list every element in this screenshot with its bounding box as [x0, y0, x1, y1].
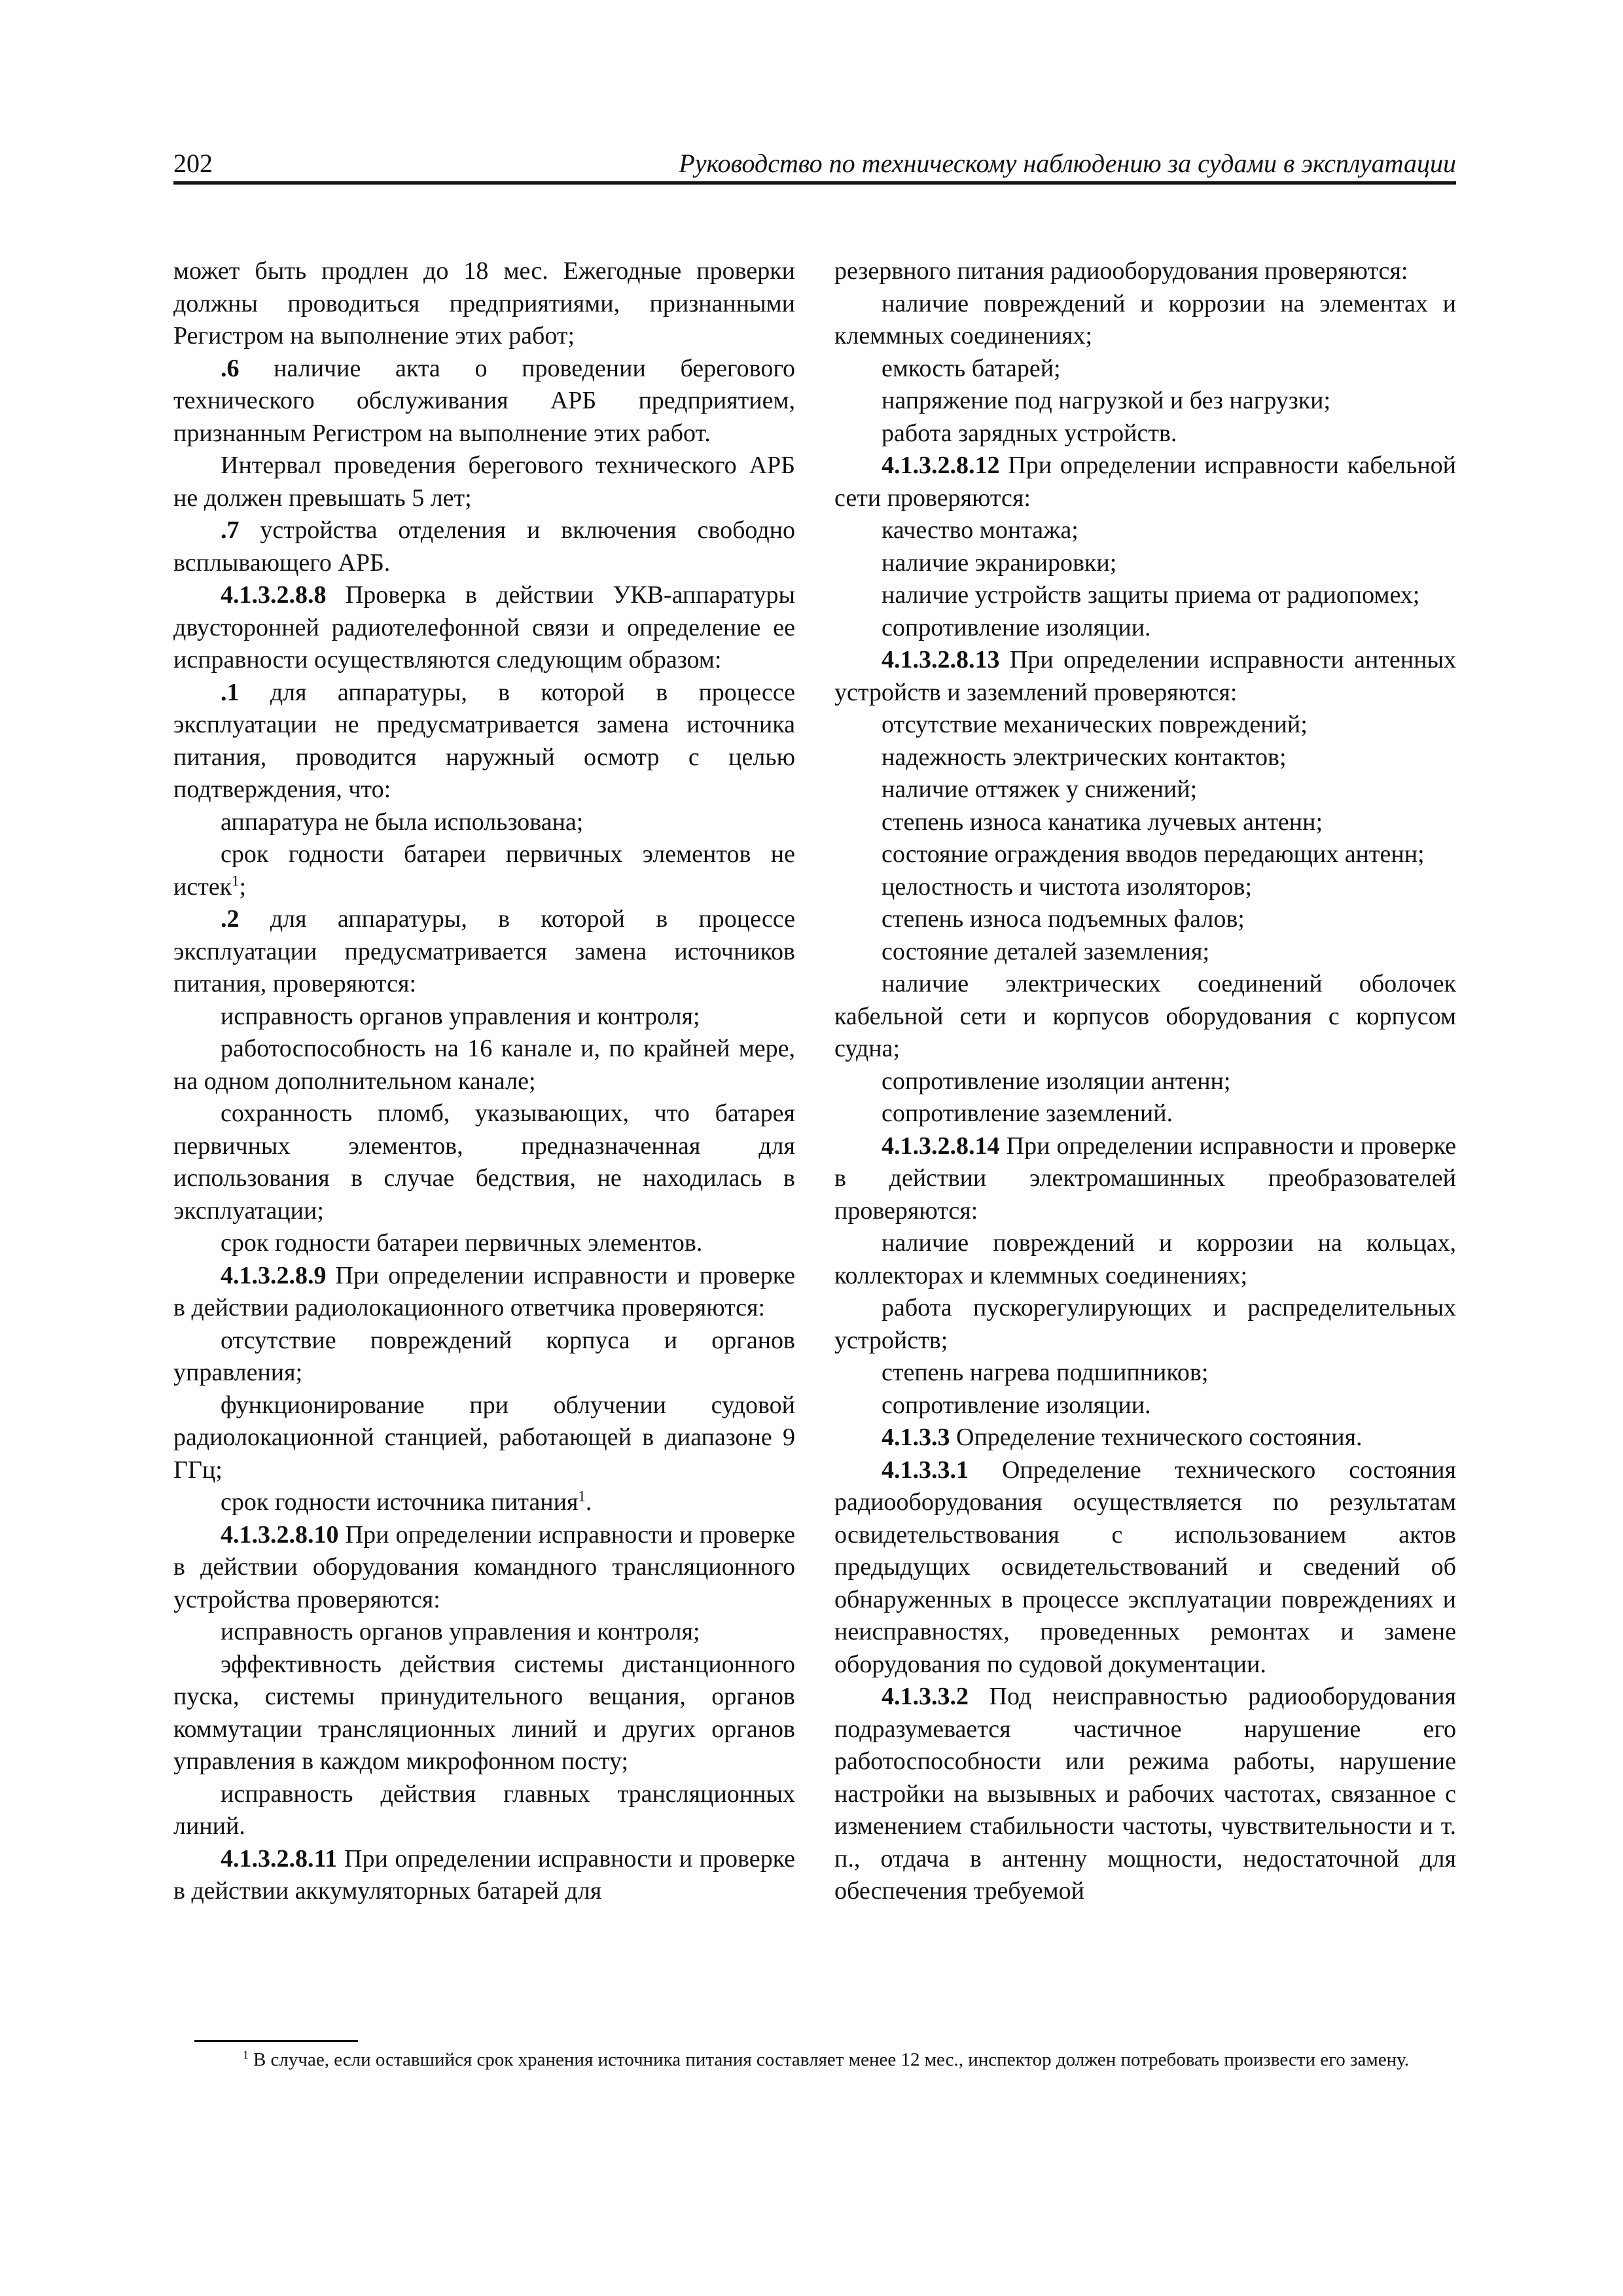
- paragraph: [834, 709, 1456, 742]
- paragraph: [834, 579, 1456, 612]
- paragraph-text: сопротивление изоляции.: [882, 613, 1151, 641]
- clause-number: .6: [221, 354, 240, 382]
- clause-number: .1: [221, 678, 240, 706]
- paragraph-text: сопротивление заземлений.: [882, 1100, 1173, 1127]
- page-header: [173, 147, 1456, 180]
- paragraph: [173, 514, 795, 579]
- clause-number: 4.1.3.2.8.14: [882, 1132, 1000, 1160]
- paragraph-text: При определении исправности и проверке в действии электромашинных преобразователей проверяются:: [834, 1132, 1456, 1225]
- paragraph-text: Интервал проведения берегового технического АРБ не должен превышать 5 лет;: [173, 452, 795, 512]
- paragraph-text: наличие повреждений и коррозии на элементах и клеммных соединениях;: [834, 289, 1456, 350]
- paragraph: [834, 1066, 1456, 1098]
- paragraph-text: срок годности батареи первичных элементов не истек: [173, 840, 795, 901]
- paragraph-text: эффективность действия системы дистанционного пуска, системы принудительного вещания, органов коммутации трансляционных линий и других органов управления в каждом микрофонном посту;: [173, 1650, 795, 1775]
- paragraph: [173, 255, 795, 353]
- clause-number: 4.1.3.2.8.10: [221, 1520, 339, 1549]
- paragraph: [173, 1649, 795, 1778]
- paragraph: [834, 968, 1456, 1066]
- paragraph: [834, 1357, 1456, 1390]
- clause-number: 4.1.3.2.8.12: [882, 452, 1000, 479]
- paragraph-text-end: .: [585, 1488, 592, 1516]
- paragraph-text: срок годности источника питания: [221, 1488, 579, 1516]
- paragraph: [834, 353, 1456, 386]
- paragraph-text: емкость батарей;: [882, 354, 1061, 382]
- paragraph-text: может быть продлен до 18 мес. Ежегодные проверки должны проводиться предприятиями, признанными Регистром на выполнение этих работ;: [173, 257, 795, 350]
- footnote-reference: 1: [578, 1488, 586, 1505]
- paragraph: [173, 450, 795, 514]
- clause-number: 4.1.3.3: [882, 1424, 950, 1451]
- paragraph: [834, 903, 1456, 936]
- paragraph: [834, 385, 1456, 418]
- paragraph: [834, 774, 1456, 806]
- paragraph-text: степень износа подъемных фалов;: [882, 905, 1245, 933]
- paragraph: [173, 1843, 795, 1908]
- clause-number: .2: [221, 905, 240, 933]
- paragraph-text: Под неисправностью радиооборудования подразумевается частичное нарушение его работоспособности или режима работы, нарушение настройки на вызывных и рабочих частотах, связанное с изменением стабильности частоты, чувствительности и т. п., отдача в антенну мощности, недостаточной для обеспечения требуемой: [834, 1683, 1456, 1905]
- paragraph: [834, 514, 1456, 547]
- paragraph: [173, 1227, 795, 1260]
- paragraph-text: При определении исправности и проверке в действии аккумуляторных батарей для: [173, 1844, 795, 1905]
- paragraph: [834, 936, 1456, 969]
- paragraph: [834, 1130, 1456, 1228]
- paragraph-text: При определении исправности антенных устройств и заземлений проверяются:: [834, 646, 1456, 706]
- footnote-mark: 1: [243, 2048, 249, 2062]
- paragraph-text-end: ;: [239, 872, 247, 901]
- right-column: [834, 255, 1456, 1908]
- paragraph-text: Определение технического состояния.: [950, 1424, 1363, 1451]
- paragraph-text: устройства отделения и включения свободно всплывающего АРБ.: [173, 516, 795, 577]
- clause-number: 4.1.3.2.8.9: [221, 1261, 327, 1289]
- paragraph-text: состояние деталей заземления;: [882, 937, 1210, 965]
- paragraph: [173, 1778, 795, 1843]
- paragraph: [834, 450, 1456, 514]
- paragraph-text: сопротивление изоляции антенн;: [882, 1067, 1231, 1095]
- paragraph-text: качество монтажа;: [882, 516, 1079, 544]
- paragraph: [834, 1681, 1456, 1908]
- paragraph-text: работа пускорегулирующих и распределительных устройств;: [834, 1294, 1456, 1354]
- paragraph: [173, 1098, 795, 1227]
- paragraph: [173, 1519, 795, 1617]
- footnote-rule: [194, 2040, 358, 2042]
- paragraph-text: исправность действия главных трансляционных линий.: [173, 1780, 795, 1840]
- paragraph-text: состояние ограждения вводов передающих антенн;: [882, 840, 1425, 868]
- paragraph: [173, 1001, 795, 1033]
- paragraph: [173, 1486, 795, 1519]
- paragraph-text: для аппаратуры, в которой в процессе эксплуатации не предусматривается замена источника питания, проводится наружный осмотр с целью подтверждения, что:: [173, 678, 795, 803]
- clause-number: .7: [221, 516, 240, 544]
- clause-number: 4.1.3.3.2: [882, 1683, 969, 1710]
- page-number: 202: [173, 149, 213, 178]
- paragraph: [834, 1454, 1456, 1681]
- clause-number: 4.1.3.2.8.11: [221, 1844, 338, 1873]
- paragraph: [173, 806, 795, 839]
- running-title: Руководство по техническому наблюдению за судами в эксплуатации: [679, 149, 1456, 178]
- paragraph: [834, 871, 1456, 904]
- paragraph-text: Проверка в действии УКВ-аппаратуры двусторонней радиотелефонной связи и определение ее исправности осуществляются следующим образом:: [173, 581, 795, 673]
- clause-number: 4.1.3.3.1: [882, 1456, 969, 1484]
- paragraph: [834, 1098, 1456, 1130]
- paragraph: [173, 353, 795, 450]
- paragraph-text: степень износа канатика лучевых антенн;: [882, 808, 1323, 836]
- paragraph: [834, 1292, 1456, 1357]
- paragraph: [173, 1390, 795, 1487]
- paragraph-text: для аппаратуры, в которой в процессе эксплуатации предусматривается замена источников питания, проверяются:: [173, 905, 795, 997]
- paragraph-text: При определении исправности и проверке в действии радиолокационного ответчика проверяются:: [173, 1261, 795, 1321]
- paragraph-text: функционирование при облучении судовой радиолокационной станцией, работающей в диапазоне 9 ГГц;: [173, 1391, 795, 1484]
- paragraph: [834, 742, 1456, 774]
- paragraph: [173, 677, 795, 806]
- paragraph-text: аппаратура не была использована;: [221, 808, 584, 836]
- paragraph-text: напряжение под нагрузкой и без нагрузки;: [882, 387, 1331, 414]
- paragraph-text: работа зарядных устройств.: [882, 419, 1177, 447]
- paragraph-text: отсутствие механических повреждений;: [882, 711, 1308, 738]
- clause-number: 4.1.3.2.8.13: [882, 646, 1000, 673]
- paragraph: [834, 612, 1456, 645]
- paragraph: [834, 1227, 1456, 1292]
- paragraph-text: резервного питания радиооборудования проверяются:: [834, 257, 1408, 285]
- paragraph: [173, 579, 795, 677]
- paragraph: [173, 1325, 795, 1390]
- paragraph-text: При определении исправности кабельной сети проверяются:: [834, 452, 1456, 512]
- paragraph-text: наличие устройств защиты приема от радиопомех;: [882, 581, 1420, 609]
- paragraph-text: наличие оттяжек у снижений;: [882, 776, 1198, 803]
- paragraph-text: надежность электрических контактов;: [882, 743, 1287, 771]
- footnote: [173, 2047, 1456, 2072]
- paragraph-text: степень нагрева подшипников;: [882, 1359, 1209, 1386]
- footnote-text: В случае, если оставшийся срок хранения источника питания составляет менее 12 мес., инспектор должен потребовать произвести его замену.: [248, 2049, 1409, 2070]
- paragraph: [834, 255, 1456, 288]
- paragraph: [173, 1033, 795, 1098]
- paragraph-text: сопротивление изоляции.: [882, 1391, 1151, 1419]
- footnote-reference: 1: [232, 872, 240, 889]
- paragraph-text: целостность и чистота изоляторов;: [882, 872, 1253, 901]
- paragraph: [834, 547, 1456, 580]
- paragraph: [173, 1616, 795, 1649]
- paragraph-text: наличие акта о проведении берегового технического обслуживания АРБ предприятием, признанным Регистром на выполнение этих работ.: [173, 354, 795, 447]
- paragraph-text: наличие экранировки;: [882, 548, 1117, 577]
- paragraph: [173, 903, 795, 1001]
- paragraph: [834, 1390, 1456, 1422]
- header-rule: [173, 181, 1456, 185]
- paragraph: [834, 644, 1456, 709]
- paragraph: [834, 418, 1456, 450]
- paragraph-text: При определении исправности и проверке в действии оборудования командного трансляционного устройства проверяются:: [173, 1520, 795, 1613]
- paragraph: [173, 838, 795, 903]
- clause-number: 4.1.3.2.8.8: [221, 581, 327, 609]
- paragraph: [834, 838, 1456, 871]
- paragraph-text: исправность органов управления и контроля;: [221, 1618, 700, 1645]
- left-column: [173, 255, 795, 1908]
- paragraph-text: срок годности батареи первичных элементов.: [221, 1229, 703, 1257]
- paragraph-text: наличие повреждений и коррозии на кольцах, коллекторах и клеммных соединениях;: [834, 1229, 1456, 1289]
- paragraph-text: работоспособность на 16 канале и, по крайней мере, на одном дополнительном канале;: [173, 1035, 795, 1095]
- paragraph: [834, 1422, 1456, 1454]
- paragraph: [834, 806, 1456, 839]
- paragraph-text: сохранность пломб, указывающих, что батарея первичных элементов, предназначенная для использования в случае бедствия, не находилась в эксплуатации;: [173, 1100, 795, 1225]
- paragraph-text: Определение технического состояния радиооборудования осуществляется по результатам освидетельствования с использованием актов предыдущих освидетельствований и сведений об обнаруженных в процессе эксплуатации повреждениях и неисправностях, проведенных ремонтах и замене оборудования по судовой документации.: [834, 1456, 1456, 1678]
- paragraph: [834, 288, 1456, 353]
- paragraph: [173, 1260, 795, 1325]
- paragraph-text: исправность органов управления и контроля;: [221, 1002, 700, 1030]
- paragraph-text: отсутствие повреждений корпуса и органов управления;: [173, 1326, 795, 1386]
- paragraph-text: наличие электрических соединений оболочек кабельной сети и корпусов оборудования с корпусом судна;: [834, 970, 1456, 1062]
